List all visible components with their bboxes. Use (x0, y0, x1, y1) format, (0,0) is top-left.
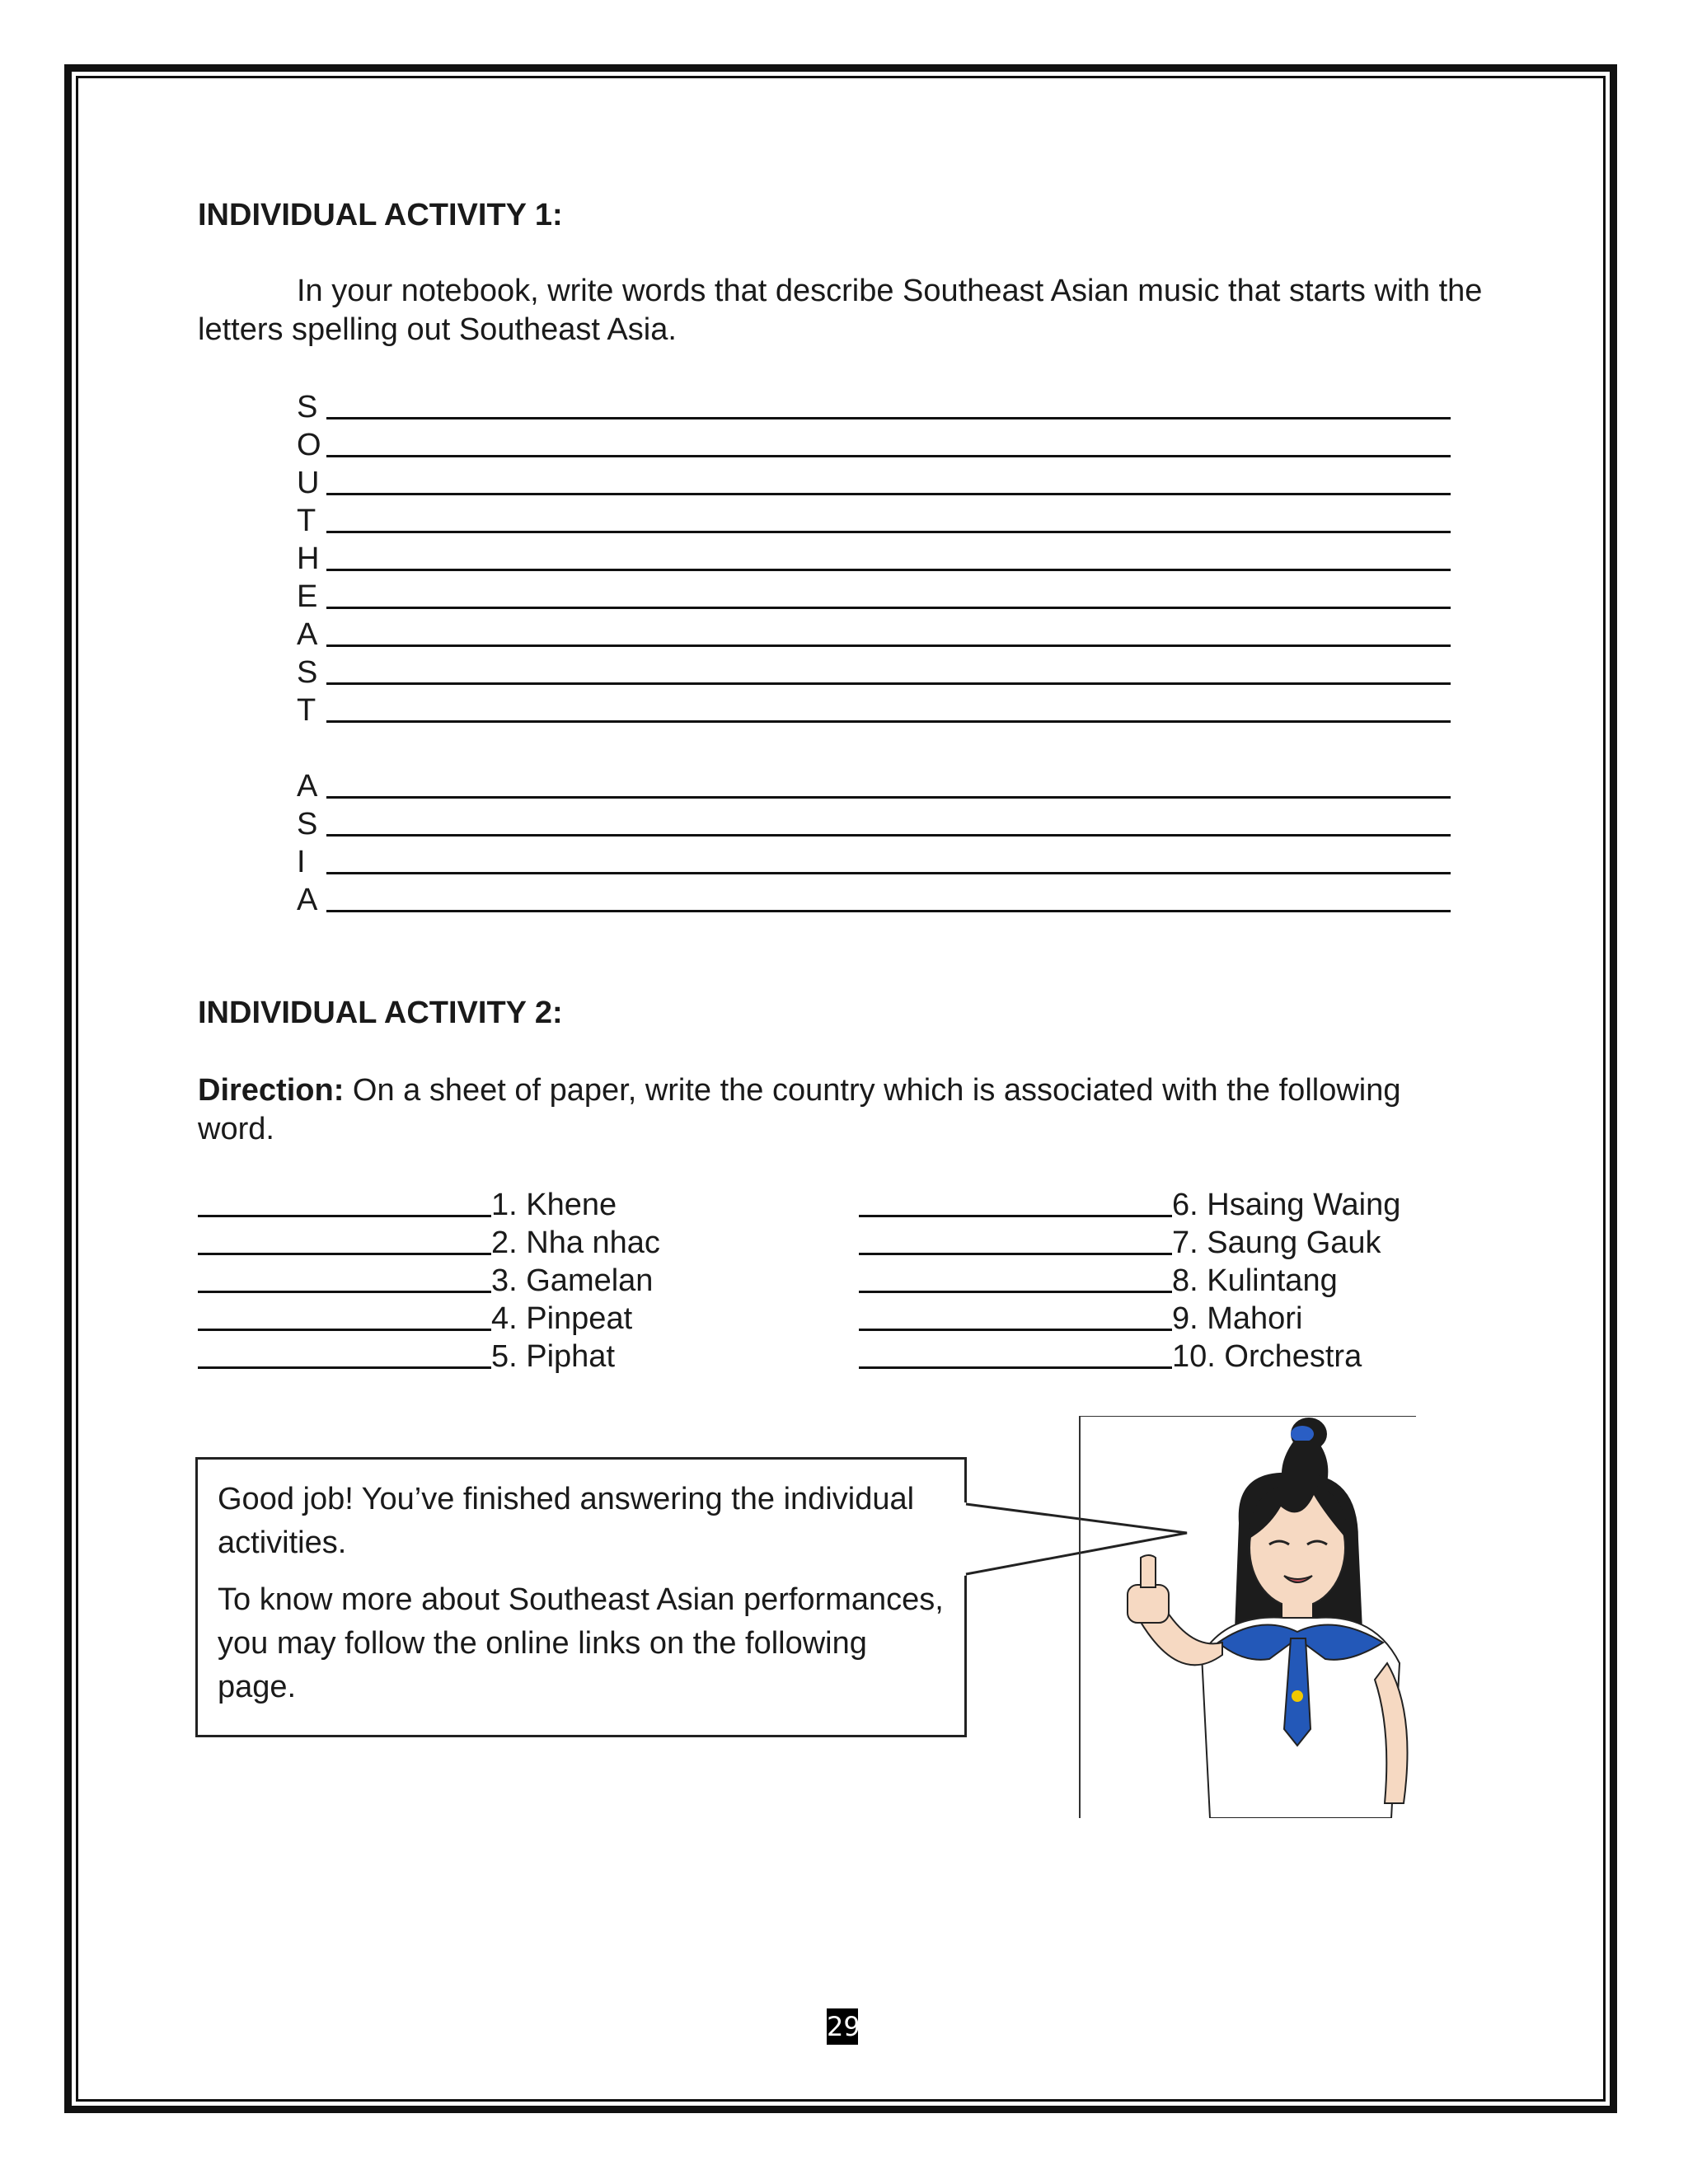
answer-line (326, 417, 1451, 419)
acrostic-row (297, 689, 1451, 727)
acrostic-letter: T (297, 693, 316, 728)
acrostic-letter: A (297, 883, 318, 917)
acrostic-row (297, 575, 1451, 613)
answer-line (326, 455, 1451, 457)
answer-line (326, 569, 1451, 571)
acrostic-row (297, 879, 1451, 916)
answer-line (326, 720, 1451, 723)
acrostic-letter: A (297, 769, 318, 804)
answer-blank (198, 1366, 491, 1369)
acrostic-row (297, 424, 1451, 462)
question-item: 7. Saung Gauk (859, 1221, 1381, 1259)
acrostic-row (297, 462, 1451, 499)
answer-blank (859, 1366, 1172, 1369)
acrostic-letter: A (297, 617, 318, 652)
answer-blank (198, 1329, 491, 1331)
acrostic-row (297, 386, 1451, 424)
page-number: 29 (827, 2008, 858, 2045)
question-item: 2. Nha nhac (198, 1221, 660, 1259)
speech-line-2: To know more about Southeast Asian performances, you may follow the online links on the following page. (218, 1582, 944, 1704)
question-item: 10. Orchestra (859, 1335, 1362, 1373)
answer-line (326, 644, 1451, 647)
acrostic-letter: S (297, 655, 318, 690)
acrostic-row (297, 841, 1451, 879)
activity2-direction: Direction: On a sheet of paper, write the country which is associated with the following word. (198, 1073, 1401, 1146)
acrostic-letter: E (297, 579, 318, 614)
question-item: 8. Kulintang (859, 1259, 1338, 1297)
question-item: 4. Pinpeat (198, 1297, 632, 1335)
question-item: 1. Khene (198, 1183, 617, 1221)
acrostic-letter: U (297, 466, 320, 500)
answer-line (326, 493, 1451, 495)
answer-blank (859, 1215, 1172, 1217)
answer-line (326, 531, 1451, 533)
answer-blank (859, 1253, 1172, 1255)
answer-line (326, 796, 1451, 799)
acrostic-letter: H (297, 541, 320, 576)
acrostic-row (297, 537, 1451, 575)
acrostic-row (297, 765, 1451, 803)
question-item: 6. Hsaing Waing (859, 1183, 1400, 1221)
acrostic-letter: T (297, 504, 316, 538)
acrostic-letter: O (297, 428, 321, 462)
thumbs-up-girl-illustration (1078, 1416, 1424, 1818)
acrostic-row (297, 651, 1451, 689)
answer-line (326, 834, 1451, 837)
answer-blank (859, 1329, 1172, 1331)
answer-blank (859, 1291, 1172, 1293)
acrostic-letter: S (297, 807, 318, 841)
activity1-heading: INDIVIDUAL ACTIVITY 1: (198, 198, 563, 232)
acrostic-row (297, 803, 1451, 841)
acrostic-letter: S (297, 390, 318, 424)
question-item: 9. Mahori (859, 1297, 1302, 1335)
speech-line-1: Good job! You’ve finished answering the individual activities. (218, 1482, 915, 1560)
acrostic-letter: I (297, 845, 306, 879)
answer-line (326, 872, 1451, 874)
answer-line (326, 607, 1451, 609)
answer-blank (198, 1253, 491, 1255)
answer-line (326, 910, 1451, 912)
answer-line (326, 682, 1451, 685)
activity1-instructions: In your notebook, write words that describe Southeast Asian music that starts with the letters spelling out Southeast Asia. (198, 274, 1483, 347)
question-item: 3. Gamelan (198, 1259, 653, 1297)
answer-blank (198, 1291, 491, 1293)
question-item: 5. Piphat (198, 1335, 615, 1373)
answer-blank (198, 1215, 491, 1217)
acrostic-row (297, 499, 1451, 537)
activity2-heading: INDIVIDUAL ACTIVITY 2: (198, 996, 563, 1030)
speech-bubble (195, 1457, 967, 1737)
acrostic-row (297, 613, 1451, 651)
